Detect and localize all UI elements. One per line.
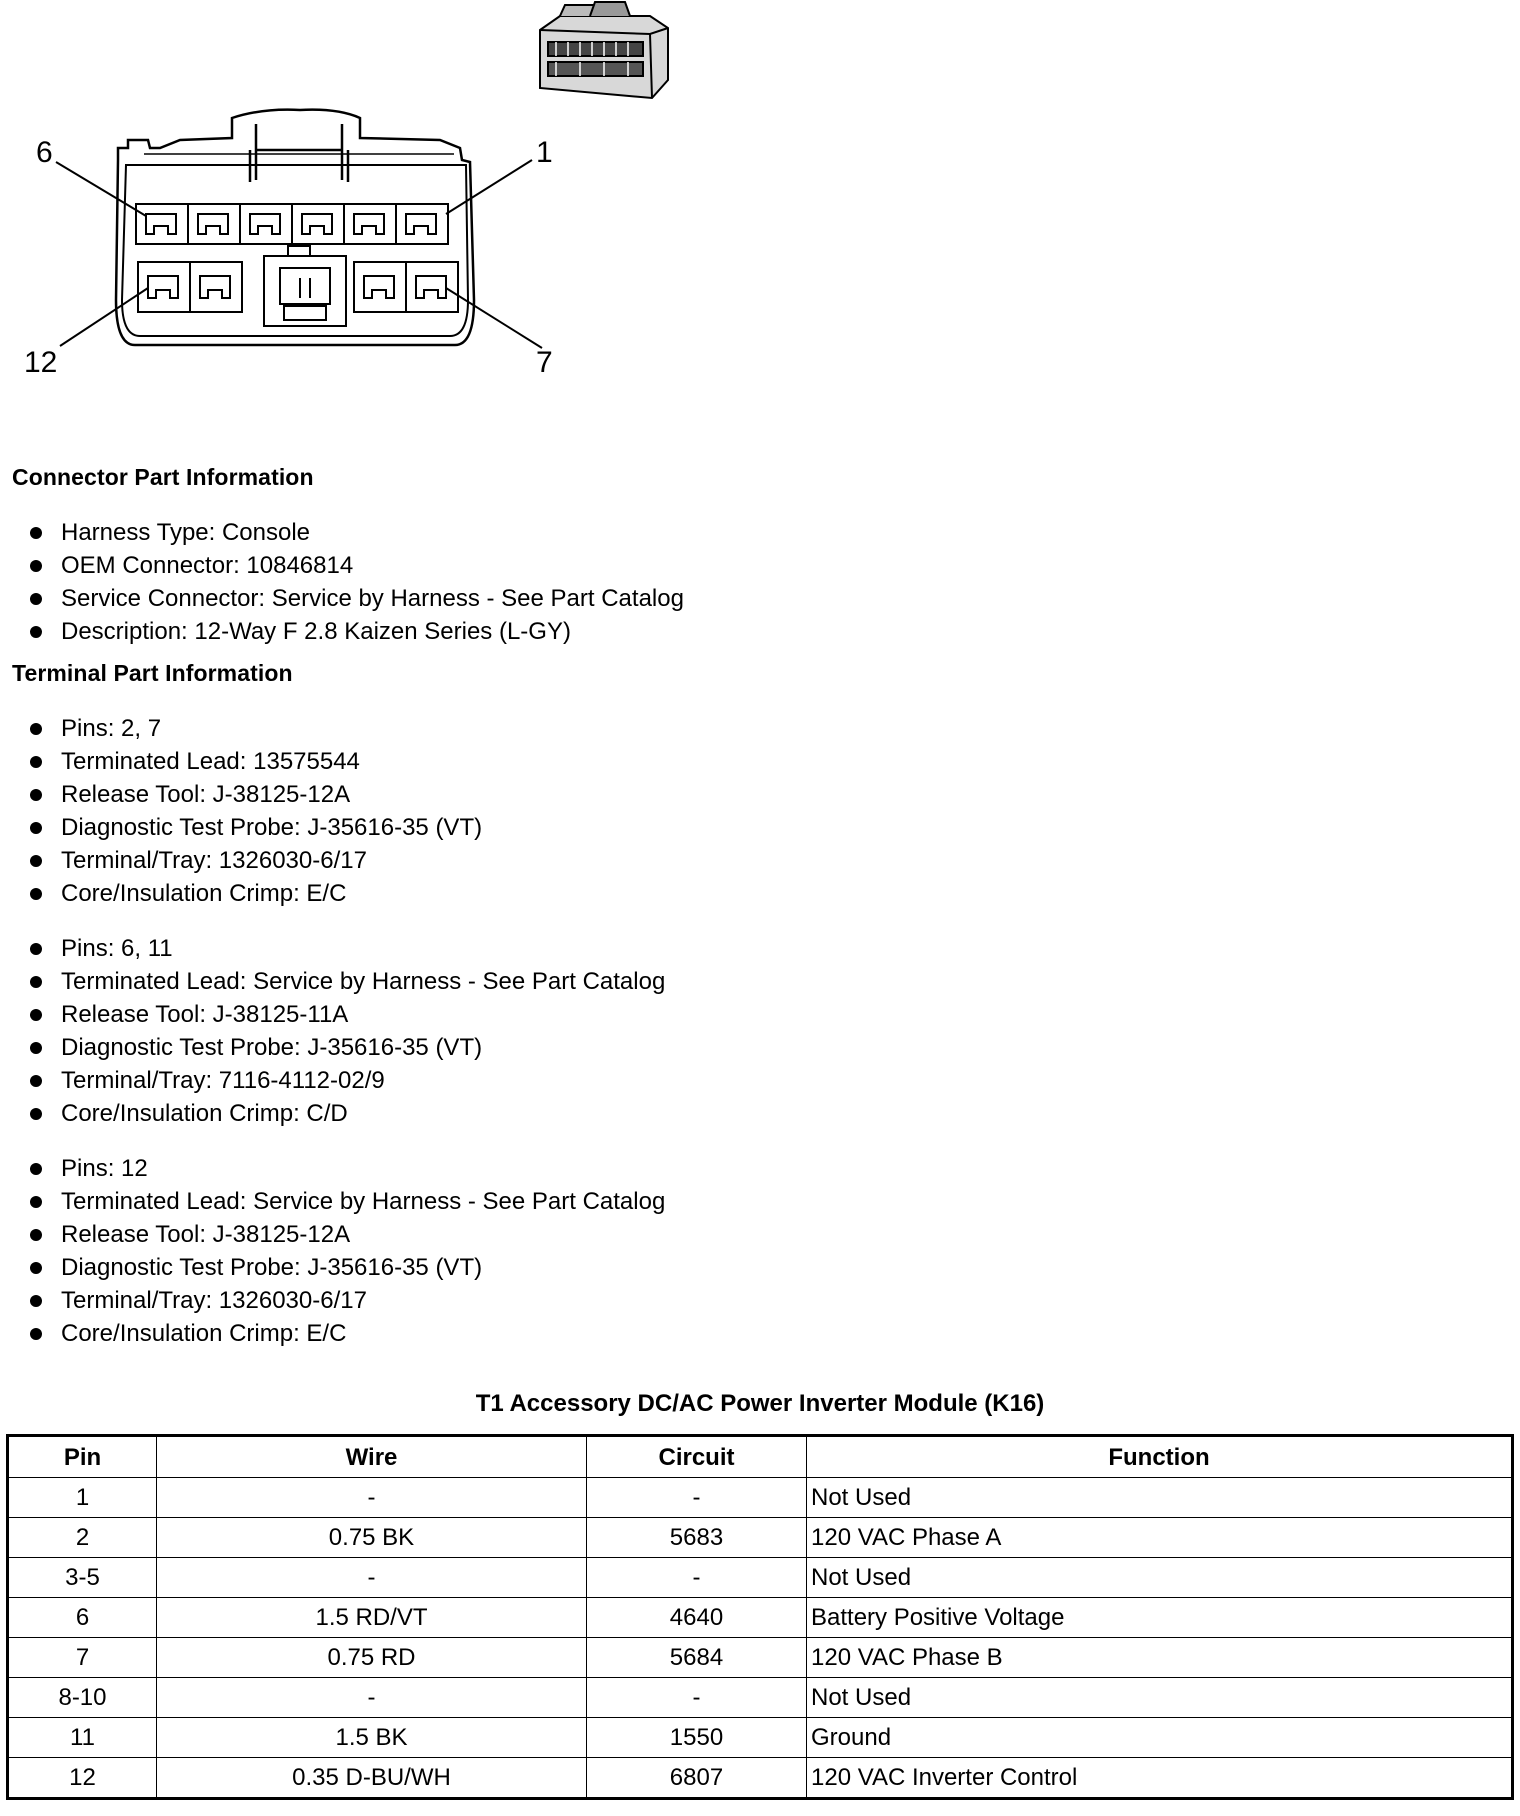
list-item xyxy=(0,844,482,877)
list-item-text: Terminated Lead: Service by Harness - See Part Catalog xyxy=(61,1188,666,1215)
pin-label-7: 7 xyxy=(536,346,553,379)
bullet-icon xyxy=(30,1075,42,1087)
pin-cell: 3-5 xyxy=(8,1558,157,1598)
circuit-cell: 5684 xyxy=(587,1638,807,1678)
list-item xyxy=(0,712,482,745)
list-item-text: Harness Type: Console xyxy=(61,519,311,546)
list-item-text: Description: 12-Way F 2.8 Kaizen Series (L-GY) xyxy=(61,618,571,645)
circuit-cell: 6807 xyxy=(587,1758,807,1799)
terminal-group-2 xyxy=(0,932,665,1130)
circuit-cell: - xyxy=(587,1678,807,1718)
list-item xyxy=(0,811,482,844)
bullet-icon xyxy=(30,1229,42,1241)
bullet-icon xyxy=(30,943,42,955)
list-item xyxy=(0,1317,665,1350)
list-item-text: Service Connector: Service by Harness - See Part Catalog xyxy=(61,585,684,612)
terminal-part-info-heading: Terminal Part Information xyxy=(12,660,293,686)
list-item-text: Diagnostic Test Probe: J-35616-35 (VT) xyxy=(61,1254,483,1281)
circuit-cell: - xyxy=(587,1478,807,1518)
list-item xyxy=(0,1185,665,1218)
list-item xyxy=(0,1031,665,1064)
connector-info-list xyxy=(0,516,684,648)
pinout-table xyxy=(6,1434,1514,1800)
bullet-icon xyxy=(30,1042,42,1054)
pin-cell: 12 xyxy=(8,1758,157,1799)
table-row xyxy=(8,1718,1513,1758)
wire-cell: 1.5 BK xyxy=(157,1718,587,1758)
list-item-text: Pins: 6, 11 xyxy=(61,935,173,962)
list-item xyxy=(0,778,482,811)
list-item xyxy=(0,998,665,1031)
list-item xyxy=(0,1218,665,1251)
list-item-text: OEM Connector: 10846814 xyxy=(61,552,354,579)
bullet-icon xyxy=(30,976,42,988)
bullet-icon xyxy=(30,1196,42,1208)
bullet-icon xyxy=(30,560,42,572)
connector-face xyxy=(116,110,474,345)
pin-label-1: 1 xyxy=(536,136,553,169)
column-header-function: Function xyxy=(807,1436,1513,1478)
function-cell: Battery Positive Voltage xyxy=(807,1598,1513,1638)
list-item-text: Terminated Lead: 13575544 xyxy=(61,748,360,775)
table-row xyxy=(8,1758,1513,1799)
bullet-icon xyxy=(30,1163,42,1175)
column-header-circuit: Circuit xyxy=(587,1436,807,1478)
list-item-text: Terminal/Tray: 1326030-6/17 xyxy=(61,1287,367,1314)
wire-cell: 0.35 D-BU/WH xyxy=(157,1758,587,1799)
function-cell: 120 VAC Phase A xyxy=(807,1518,1513,1558)
list-item xyxy=(0,1152,665,1185)
bullet-icon xyxy=(30,822,42,834)
circuit-cell: 5683 xyxy=(587,1518,807,1558)
wire-cell: 0.75 BK xyxy=(157,1518,587,1558)
function-cell: Ground xyxy=(807,1718,1513,1758)
circuit-cell: 1550 xyxy=(587,1718,807,1758)
terminal-group-3 xyxy=(0,1152,665,1350)
bullet-icon xyxy=(30,1108,42,1120)
bullet-icon xyxy=(30,723,42,735)
list-item-text: Diagnostic Test Probe: J-35616-35 (VT) xyxy=(61,1034,483,1061)
wire-cell: 1.5 RD/VT xyxy=(157,1598,587,1638)
pin-cell: 8-10 xyxy=(8,1678,157,1718)
function-cell: Not Used xyxy=(807,1678,1513,1718)
column-header-wire: Wire xyxy=(157,1436,587,1478)
bullet-icon xyxy=(30,756,42,768)
bullet-icon xyxy=(30,527,42,539)
circuit-cell: - xyxy=(587,1558,807,1598)
pin-cell: 11 xyxy=(8,1718,157,1758)
bullet-icon xyxy=(30,1009,42,1021)
pin-label-6: 6 xyxy=(36,136,53,169)
pin-cell: 1 xyxy=(8,1478,157,1518)
list-item xyxy=(0,965,665,998)
list-item-text: Core/Insulation Crimp: E/C xyxy=(61,880,347,907)
wire-cell: - xyxy=(157,1558,587,1598)
wire-cell: - xyxy=(157,1478,587,1518)
table-header-row xyxy=(8,1436,1513,1478)
list-item xyxy=(0,877,482,910)
bullet-icon xyxy=(30,888,42,900)
bullet-icon xyxy=(30,1262,42,1274)
list-item xyxy=(0,745,482,778)
function-cell: 120 VAC Inverter Control xyxy=(807,1758,1513,1799)
list-item xyxy=(0,615,684,648)
connector-thumbnail xyxy=(540,2,668,98)
list-item-text: Pins: 2, 7 xyxy=(61,715,162,742)
list-item-text: Core/Insulation Crimp: E/C xyxy=(61,1320,347,1347)
pin-cell: 6 xyxy=(8,1598,157,1638)
wire-cell: - xyxy=(157,1678,587,1718)
terminal-group-1 xyxy=(0,712,482,910)
list-item-text: Release Tool: J-38125-12A xyxy=(61,1221,351,1248)
bullet-icon xyxy=(30,789,42,801)
list-item xyxy=(0,1251,665,1284)
table-row xyxy=(8,1678,1513,1718)
connector-part-info-heading: Connector Part Information xyxy=(12,464,314,490)
table-row xyxy=(8,1518,1513,1558)
bullet-icon xyxy=(30,1328,42,1340)
table-row xyxy=(8,1478,1513,1518)
bullet-icon xyxy=(30,626,42,638)
column-header-pin: Pin xyxy=(8,1436,157,1478)
list-item-text: Pins: 12 xyxy=(61,1155,148,1182)
list-item-text: Terminal/Tray: 7116-4112-02/9 xyxy=(61,1067,385,1094)
list-item-text: Core/Insulation Crimp: C/D xyxy=(61,1100,348,1127)
list-item xyxy=(0,549,684,582)
circuit-cell: 4640 xyxy=(587,1598,807,1638)
wire-cell: 0.75 RD xyxy=(157,1638,587,1678)
list-item-text: Release Tool: J-38125-12A xyxy=(61,781,351,808)
pin-label-12: 12 xyxy=(24,346,58,379)
table-row xyxy=(8,1558,1513,1598)
list-item xyxy=(0,932,665,965)
list-item xyxy=(0,582,684,615)
list-item-text: Release Tool: J-38125-11A xyxy=(61,1001,349,1028)
list-item xyxy=(0,1097,665,1130)
pin-cell: 7 xyxy=(8,1638,157,1678)
pin-cell: 2 xyxy=(8,1518,157,1558)
list-item-text: Terminal/Tray: 1326030-6/17 xyxy=(61,847,367,874)
list-item xyxy=(0,516,684,549)
list-item xyxy=(0,1284,665,1317)
table-row xyxy=(8,1598,1513,1638)
bullet-icon xyxy=(30,593,42,605)
table-title: T1 Accessory DC/AC Power Inverter Module (K16) xyxy=(475,1390,1045,1417)
function-cell: 120 VAC Phase B xyxy=(807,1638,1513,1678)
list-item xyxy=(0,1064,665,1097)
table-row xyxy=(8,1638,1513,1678)
bullet-icon xyxy=(30,1295,42,1307)
list-item-text: Terminated Lead: Service by Harness - See Part Catalog xyxy=(61,968,666,995)
bullet-icon xyxy=(30,855,42,867)
function-cell: Not Used xyxy=(807,1478,1513,1518)
list-item-text: Diagnostic Test Probe: J-35616-35 (VT) xyxy=(61,814,483,841)
function-cell: Not Used xyxy=(807,1558,1513,1598)
connector-diagram xyxy=(0,0,720,400)
